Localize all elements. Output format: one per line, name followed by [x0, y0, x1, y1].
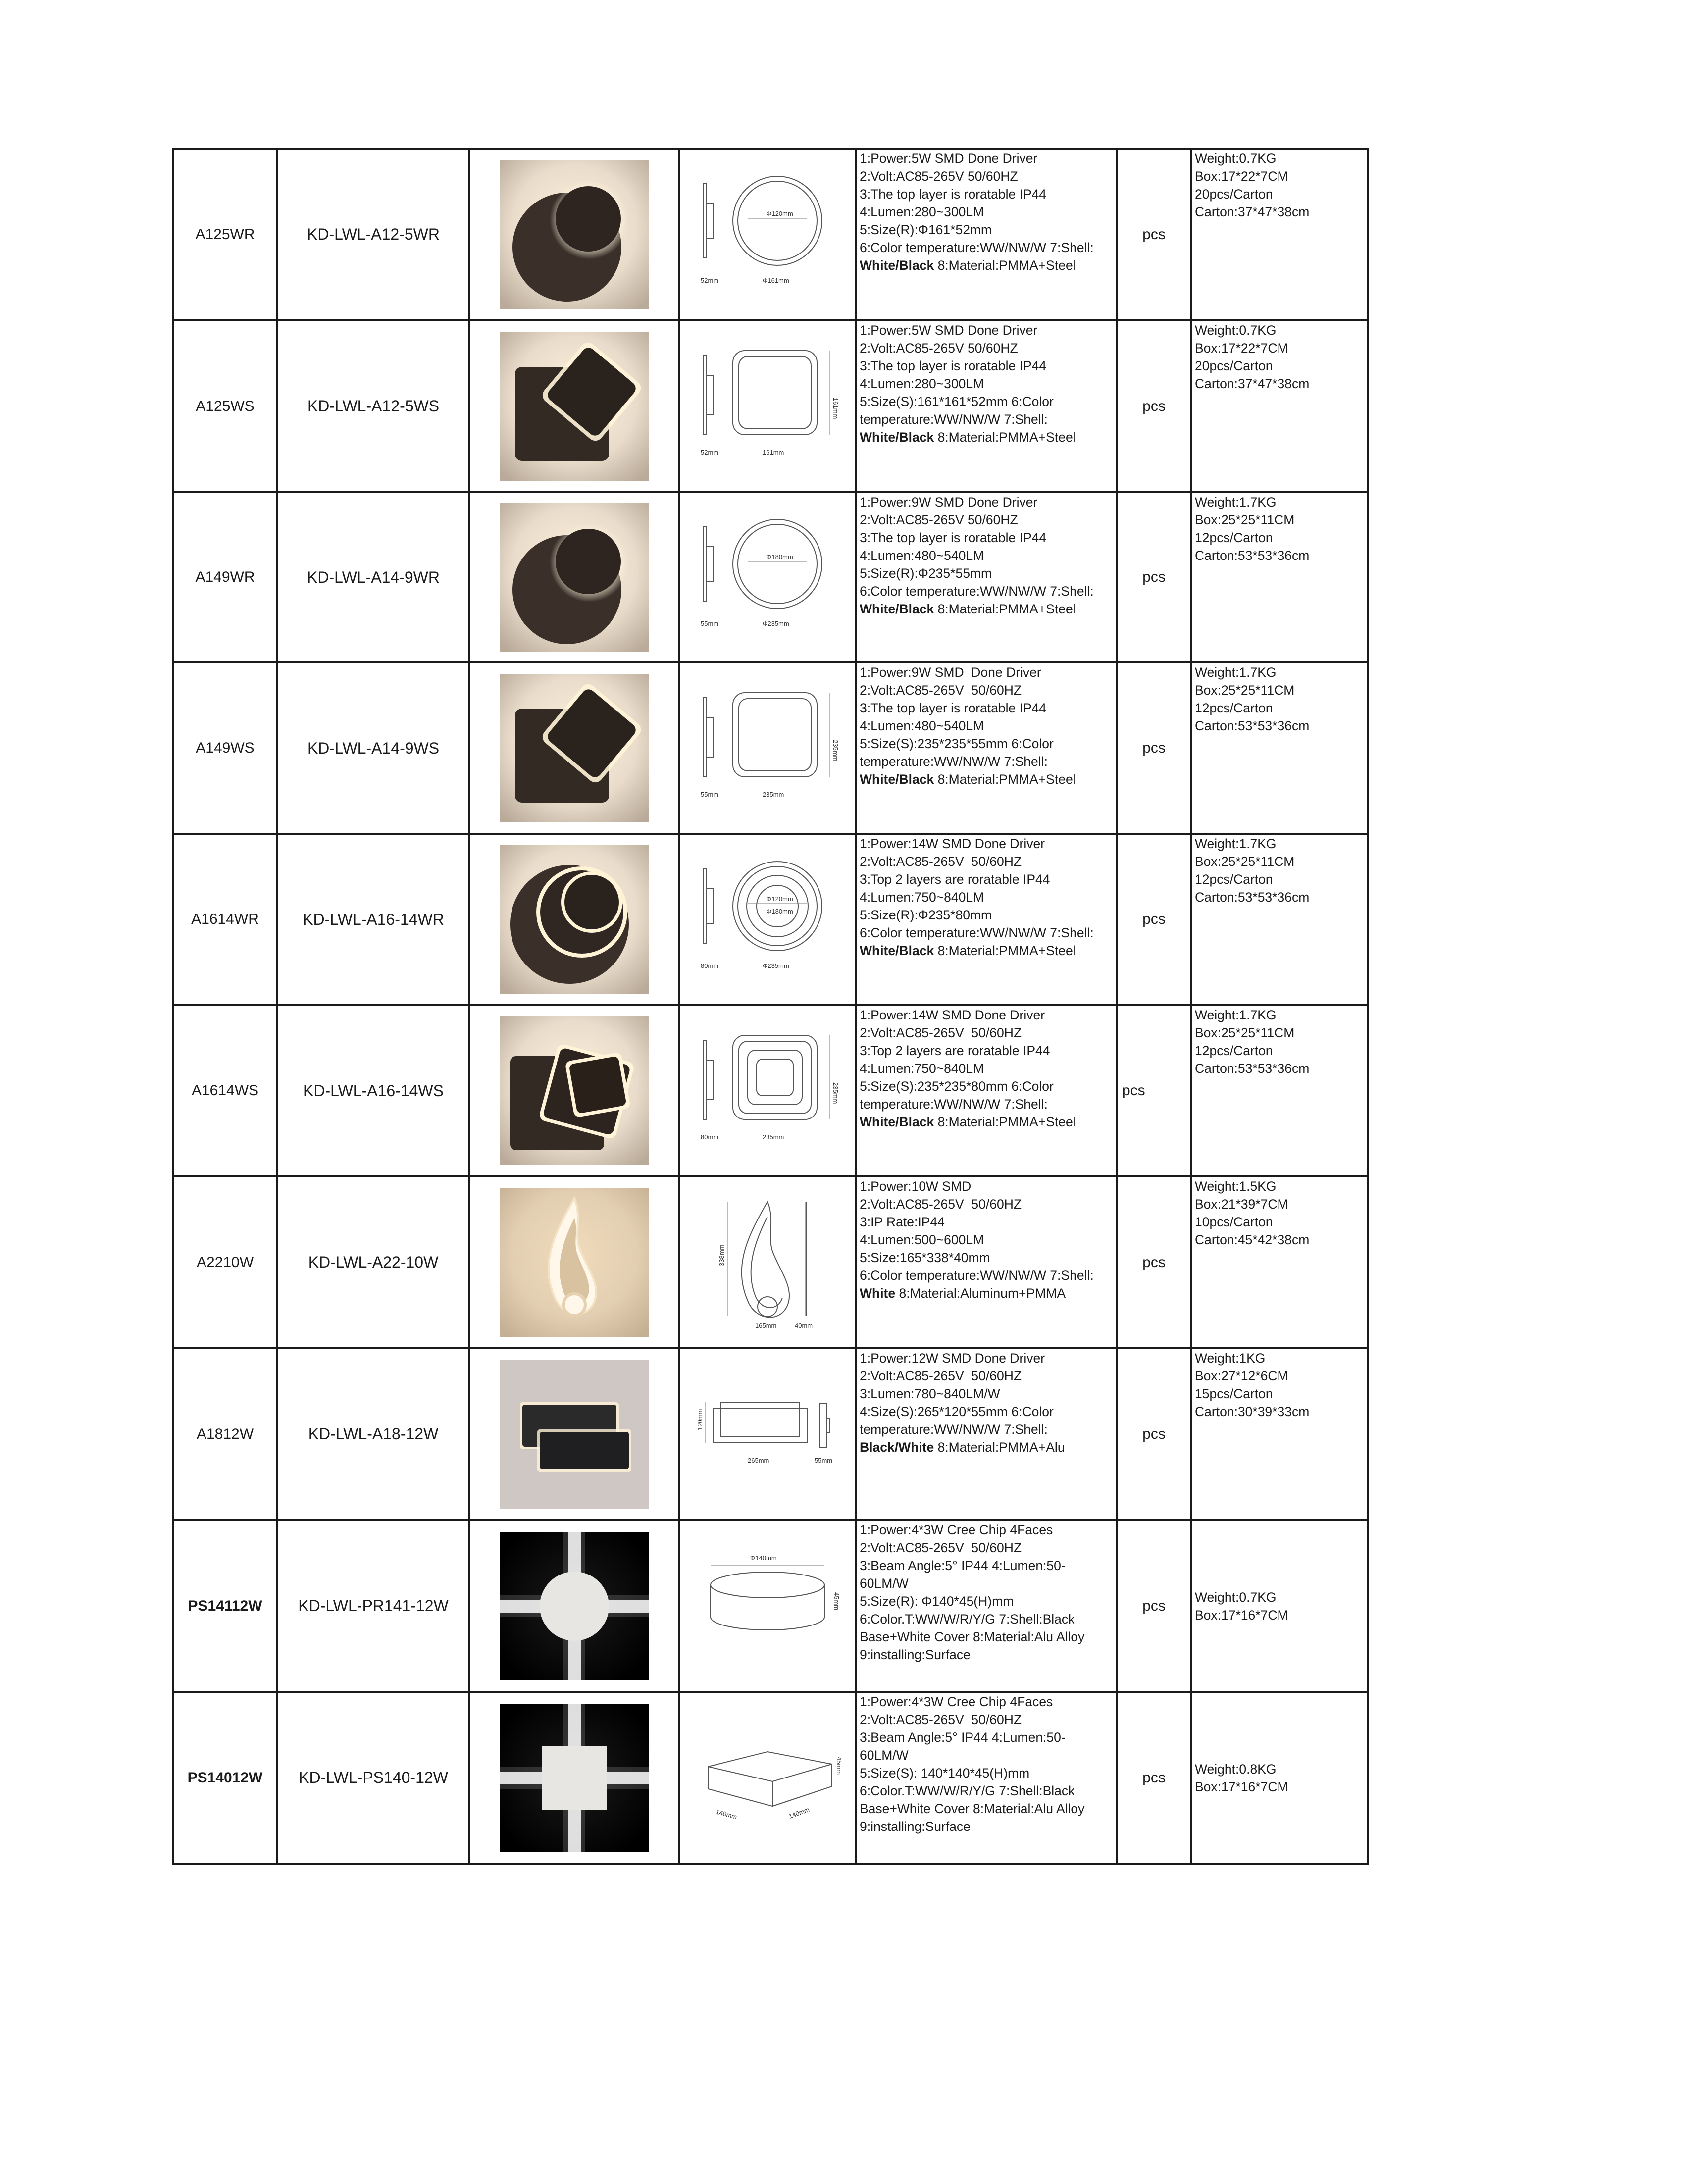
product-code: KD-LWL-A12-5WR — [277, 149, 469, 320]
spec-line: 1:Power:4*3W Cree Chip 4Faces — [860, 1694, 1053, 1709]
shell-color: White/Black — [860, 258, 934, 273]
dimension-drawing — [693, 1020, 842, 1159]
spec-line: 3:Beam Angle:5° IP44 4:Lumen:50- — [860, 1558, 1066, 1573]
packing-line: Box:25*25*11CM — [1195, 1025, 1295, 1040]
spec-line: 60LM/W — [860, 1576, 909, 1591]
spec-line: 1:Power:14W SMD Done Driver — [860, 836, 1045, 851]
table-row — [173, 1176, 1368, 1348]
spec-line: 1:Power:5W SMD Done Driver — [860, 151, 1038, 166]
unit-cell: pcs — [1117, 320, 1191, 492]
shell-color: White — [860, 1286, 896, 1301]
packing-line: Carton:37*47*38cm — [1195, 376, 1310, 391]
product-photo-cell — [469, 1348, 679, 1520]
spec-line: 4:Lumen:480~540LM — [860, 548, 984, 563]
spec-line: 1:Power:14W SMD Done Driver — [860, 1008, 1045, 1022]
packing-line: Carton:30*39*33cm — [1195, 1404, 1310, 1419]
specification-cell — [856, 320, 1117, 492]
unit-cell: pcs — [1117, 1005, 1191, 1176]
dimension-drawing-cell — [679, 149, 856, 320]
packing-line: 12pcs/Carton — [1195, 872, 1273, 887]
packing-line: Weight:0.7KG — [1195, 1589, 1277, 1605]
spec-line: temperature:WW/NW/W 7:Shell: — [860, 754, 1048, 769]
dimension-drawing-cell — [679, 1005, 856, 1176]
spec-line: 3:Lumen:780~840LM/W — [860, 1386, 1000, 1401]
dimension-label: 45mm — [833, 1592, 840, 1611]
spec-line: 4:Lumen:500~600LM — [860, 1232, 984, 1247]
dimension-label: 55mm — [815, 1457, 833, 1464]
packing-cell — [1191, 320, 1368, 492]
model-number: A1614WR — [173, 834, 277, 1005]
packing-line: Weight:1.5KG — [1195, 1179, 1277, 1194]
spec-line: 2:Volt:AC85-265V 50/60HZ — [860, 1369, 1022, 1383]
specification-cell — [856, 1348, 1117, 1520]
dimension-label: 40mm — [795, 1322, 813, 1329]
spec-line: 2:Volt:AC85-265V 50/60HZ — [860, 1540, 1022, 1555]
dimension-label: 80mm — [701, 1133, 719, 1141]
dimension-label: 165mm — [755, 1322, 777, 1329]
product-photo — [500, 332, 649, 481]
table-row — [173, 1520, 1368, 1692]
spec-line: 6:Color.T:WW/W/R/Y/G 7:Shell:Black — [860, 1612, 1075, 1626]
packing-cell — [1191, 149, 1368, 320]
unit-cell: pcs — [1117, 1692, 1191, 1864]
dimension-label: 55mm — [701, 790, 719, 798]
table-row — [173, 1005, 1368, 1176]
packing-line: 12pcs/Carton — [1195, 1043, 1273, 1058]
product-photo — [500, 674, 649, 822]
packing-line: Box:17*16*7CM — [1195, 1607, 1288, 1623]
shell-color: White/Black — [860, 772, 934, 787]
dimension-label: Φ235mm — [763, 962, 789, 969]
product-photo — [500, 1704, 649, 1852]
table-row — [173, 834, 1368, 1005]
spec-line: 5:Size(R):Φ235*55mm — [860, 566, 992, 581]
packing-cell — [1191, 662, 1368, 834]
material-text: 8:Material:PMMA+Alu — [934, 1440, 1065, 1455]
dimension-label: 161mm — [763, 449, 784, 456]
packing-line: Carton:53*53*36cm — [1195, 890, 1310, 905]
packing-line: Carton:53*53*36cm — [1195, 718, 1310, 733]
packing-line: 20pcs/Carton — [1195, 187, 1273, 202]
spec-line: 5:Size(R):Φ161*52mm — [860, 222, 992, 237]
dimension-drawing — [693, 336, 842, 474]
unit-cell: pcs — [1117, 492, 1191, 662]
dimension-label: 161mm — [832, 398, 839, 419]
product-code: KD-LWL-PR141-12W — [277, 1520, 469, 1692]
packing-line: Weight:1.7KG — [1195, 1008, 1277, 1022]
packing-line: Box:17*22*7CM — [1195, 169, 1288, 184]
table-row — [173, 320, 1368, 492]
dimension-label: Φ120mm — [767, 895, 793, 903]
table-row — [173, 1348, 1368, 1520]
material-text: 8:Material:PMMA+Steel — [934, 772, 1076, 787]
spec-line: 3:Top 2 layers are roratable IP44 — [860, 872, 1050, 887]
spec-line — [857, 770, 1116, 788]
packing-line: Box:25*25*11CM — [1195, 512, 1295, 527]
model-number: A125WS — [173, 320, 277, 492]
spec-line: 3:The top layer is roratable IP44 — [860, 358, 1047, 373]
dimension-label: 52mm — [701, 449, 719, 456]
dimension-drawing — [693, 507, 842, 646]
spec-line: 2:Volt:AC85-265V 50/60HZ — [860, 1025, 1022, 1040]
spec-line: 60LM/W — [860, 1748, 909, 1763]
specification-cell — [856, 1176, 1117, 1348]
dimension-drawing — [693, 1192, 842, 1330]
table-row — [173, 662, 1368, 834]
dimension-label: 265mm — [748, 1457, 769, 1464]
spec-line — [857, 942, 1116, 960]
packing-line: Carton:37*47*38cm — [1195, 204, 1310, 219]
spec-line: 6:Color temperature:WW/NW/W 7:Shell: — [860, 925, 1094, 940]
spec-line — [857, 1438, 1116, 1456]
shell-color: White/Black — [860, 602, 934, 616]
specification-cell — [856, 492, 1117, 662]
packing-line: Box:25*25*11CM — [1195, 854, 1295, 869]
dimension-label: 235mm — [763, 790, 784, 798]
packing-line: 20pcs/Carton — [1195, 358, 1273, 373]
dimension-label: 140mm — [715, 1808, 738, 1821]
spec-line: 4:Lumen:480~540LM — [860, 718, 984, 733]
packing-line: Weight:0.8KG — [1195, 1761, 1277, 1777]
specification-cell — [856, 149, 1117, 320]
spec-line: 2:Volt:AC85-265V 50/60HZ — [860, 341, 1018, 356]
spec-line: 1:Power:9W SMD Done Driver — [860, 495, 1038, 509]
spec-line: 2:Volt:AC85-265V 50/60HZ — [860, 169, 1018, 184]
material-text: 8:Material:PMMA+Steel — [934, 943, 1076, 958]
dimension-drawing — [693, 164, 842, 303]
specification-cell — [856, 1520, 1117, 1692]
unit-cell: pcs — [1117, 149, 1191, 320]
packing-cell — [1191, 492, 1368, 662]
packing-line: Weight:1.7KG — [1195, 665, 1277, 680]
dimension-label: 235mm — [763, 1133, 784, 1141]
product-photo — [500, 1532, 649, 1680]
spec-line: 3:Top 2 layers are roratable IP44 — [860, 1043, 1050, 1058]
material-text: 8:Material:PMMA+Steel — [934, 430, 1076, 445]
spec-line: 6:Color.T:WW/W/R/Y/G 7:Shell:Black — [860, 1783, 1075, 1798]
material-text: 8:Material:PMMA+Steel — [934, 602, 1076, 616]
spec-line — [857, 428, 1116, 446]
product-code: KD-LWL-A16-14WR — [277, 834, 469, 1005]
dimension-label: 140mm — [787, 1805, 811, 1820]
spec-line: temperature:WW/NW/W 7:Shell: — [860, 1422, 1048, 1437]
spec-line: 4:Lumen:280~300LM — [860, 204, 984, 219]
spec-line: 1:Power:4*3W Cree Chip 4Faces — [860, 1523, 1053, 1537]
spec-line: 1:Power:5W SMD Done Driver — [860, 323, 1038, 338]
packing-line: 10pcs/Carton — [1195, 1215, 1273, 1229]
dimension-drawing-cell — [679, 834, 856, 1005]
spec-line: 1:Power:9W SMD Done Driver — [860, 665, 1041, 680]
shell-color: Black/White — [860, 1440, 934, 1455]
table-row — [173, 149, 1368, 320]
product-code: KD-LWL-A14-9WS — [277, 662, 469, 834]
unit-cell: pcs — [1117, 662, 1191, 834]
dimension-drawing — [693, 1535, 842, 1674]
packing-line: Box:25*25*11CM — [1195, 683, 1295, 698]
spec-line — [857, 1113, 1116, 1131]
spec-line: Base+White Cover 8:Material:Alu Alloy — [860, 1629, 1085, 1644]
product-spec-table — [172, 148, 1369, 1865]
spec-line: 2:Volt:AC85-265V 50/60HZ — [860, 1197, 1022, 1212]
product-photo — [500, 160, 649, 309]
spec-line: temperature:WW/NW/W 7:Shell: — [860, 412, 1048, 427]
packing-cell — [1191, 1520, 1368, 1692]
product-photo — [500, 1016, 649, 1165]
dimension-drawing-cell — [679, 1692, 856, 1864]
dimension-label: Φ120mm — [767, 210, 793, 217]
dimension-drawing-cell — [679, 320, 856, 492]
dimension-label: Φ140mm — [750, 1554, 777, 1562]
spec-line: 5:Size(R): Φ140*45(H)mm — [860, 1594, 1014, 1609]
material-text: 8:Material:PMMA+Steel — [934, 258, 1076, 273]
product-code: KD-LWL-A14-9WR — [277, 492, 469, 662]
spec-line: 3:Beam Angle:5° IP44 4:Lumen:50- — [860, 1730, 1066, 1745]
spec-line: 2:Volt:AC85-265V 50/60HZ — [860, 854, 1022, 869]
dimension-label: 45mm — [835, 1757, 843, 1775]
dimension-label: 120mm — [696, 1409, 704, 1430]
shell-color: White/Black — [860, 943, 934, 958]
product-code: KD-LWL-A22-10W — [277, 1176, 469, 1348]
spec-line: 1:Power:12W SMD Done Driver — [860, 1351, 1045, 1366]
dimension-label: 235mm — [832, 739, 839, 761]
material-text: 8:Material:Aluminum+PMMA — [895, 1286, 1066, 1301]
dimension-drawing-cell — [679, 1348, 856, 1520]
spec-line: 3:The top layer is roratable IP44 — [860, 187, 1047, 202]
dimension-label: 55mm — [701, 619, 719, 627]
spec-line: 1:Power:10W SMD — [860, 1179, 972, 1194]
packing-cell — [1191, 1692, 1368, 1864]
packing-line: Weight:0.7KG — [1195, 151, 1277, 166]
dimension-label: 52mm — [701, 277, 719, 284]
packing-line: 12pcs/Carton — [1195, 701, 1273, 715]
spec-line: 2:Volt:AC85-265V 50/60HZ — [860, 1712, 1022, 1727]
model-number: A149WR — [173, 492, 277, 662]
packing-line: Box:17*22*7CM — [1195, 341, 1288, 356]
product-photo-cell — [469, 149, 679, 320]
product-photo-cell — [469, 1692, 679, 1864]
model-number: A2210W — [173, 1176, 277, 1348]
spec-line: 6:Color temperature:WW/NW/W 7:Shell: — [860, 1268, 1094, 1283]
product-code: KD-LWL-A12-5WS — [277, 320, 469, 492]
dimension-drawing — [693, 678, 842, 816]
dimension-drawing-cell — [679, 1176, 856, 1348]
model-number: PS14112W — [173, 1520, 277, 1692]
product-code: KD-LWL-A18-12W — [277, 1348, 469, 1520]
product-photo-cell — [469, 320, 679, 492]
product-photo — [500, 845, 649, 994]
packing-line: Carton:45*42*38cm — [1195, 1232, 1310, 1247]
spec-line: 4:Lumen:750~840LM — [860, 890, 984, 905]
shell-color: White/Black — [860, 1115, 934, 1129]
packing-line: Weight:1KG — [1195, 1351, 1266, 1366]
product-photo-cell — [469, 492, 679, 662]
spec-line: temperature:WW/NW/W 7:Shell: — [860, 1097, 1048, 1112]
packing-cell — [1191, 1348, 1368, 1520]
spec-line: 5:Size(S): 140*140*45(H)mm — [860, 1766, 1030, 1780]
packing-line: Carton:53*53*36cm — [1195, 1061, 1310, 1076]
dimension-label: 80mm — [701, 962, 719, 969]
spec-line — [857, 1284, 1116, 1302]
spec-line: Base+White Cover 8:Material:Alu Alloy — [860, 1801, 1085, 1816]
spec-line: 4:Size(S):265*120*55mm 6:Color — [860, 1404, 1054, 1419]
packing-cell — [1191, 834, 1368, 1005]
model-number: A125WR — [173, 149, 277, 320]
dimension-label: Φ180mm — [767, 907, 793, 915]
specification-cell — [856, 834, 1117, 1005]
spec-line: 3:IP Rate:IP44 — [860, 1215, 945, 1229]
dimension-drawing — [693, 1364, 842, 1502]
unit-cell: pcs — [1117, 834, 1191, 1005]
spec-line: 6:Color temperature:WW/NW/W 7:Shell: — [860, 240, 1094, 255]
product-photo-cell — [469, 1005, 679, 1176]
packing-line: Weight:1.7KG — [1195, 836, 1277, 851]
model-number: A149WS — [173, 662, 277, 834]
dimension-drawing-cell — [679, 662, 856, 834]
packing-cell — [1191, 1176, 1368, 1348]
product-code: KD-LWL-PS140-12W — [277, 1692, 469, 1864]
spec-line: 4:Lumen:280~300LM — [860, 376, 984, 391]
dimension-drawing — [693, 849, 842, 988]
spec-line: 2:Volt:AC85-265V 50/60HZ — [860, 683, 1022, 698]
specification-cell — [856, 1692, 1117, 1864]
product-photo-cell — [469, 1520, 679, 1692]
packing-line: Weight:0.7KG — [1195, 323, 1277, 338]
spec-line: 5:Size(S):235*235*80mm 6:Color — [860, 1079, 1054, 1094]
packing-line: Carton:53*53*36cm — [1195, 548, 1310, 563]
packing-line: Weight:1.7KG — [1195, 495, 1277, 509]
unit-cell: pcs — [1117, 1520, 1191, 1692]
product-code: KD-LWL-A16-14WS — [277, 1005, 469, 1176]
model-number: A1812W — [173, 1348, 277, 1520]
shell-color: White/Black — [860, 430, 934, 445]
spec-line: 5:Size(S):235*235*55mm 6:Color — [860, 736, 1054, 751]
product-photo-cell — [469, 662, 679, 834]
packing-line: Box:21*39*7CM — [1195, 1197, 1288, 1212]
spec-line: 9:installing:Surface — [860, 1647, 971, 1662]
spec-line: 6:Color temperature:WW/NW/W 7:Shell: — [860, 584, 1094, 599]
product-photo-cell — [469, 834, 679, 1005]
product-photo — [500, 1360, 649, 1509]
dimension-label: 338mm — [718, 1244, 725, 1266]
specification-cell — [856, 1005, 1117, 1176]
spec-line: 4:Lumen:750~840LM — [860, 1061, 984, 1076]
table-row — [173, 1692, 1368, 1864]
dimension-label: Φ180mm — [767, 553, 793, 560]
dimension-label: Φ161mm — [763, 277, 789, 284]
unit-cell: pcs — [1117, 1176, 1191, 1348]
product-photo — [500, 1188, 649, 1337]
model-number: A1614WS — [173, 1005, 277, 1176]
spec-line: 5:Size(R):Φ235*80mm — [860, 908, 992, 922]
packing-line: Box:27*12*6CM — [1195, 1369, 1288, 1383]
spec-line: 3:The top layer is roratable IP44 — [860, 530, 1047, 545]
product-photo-cell — [469, 1176, 679, 1348]
specification-cell — [856, 662, 1117, 834]
packing-cell — [1191, 1005, 1368, 1176]
spec-line: 9:installing:Surface — [860, 1819, 971, 1834]
spec-line — [857, 600, 1116, 618]
product-photo — [500, 503, 649, 652]
dimension-label: Φ235mm — [763, 619, 789, 627]
material-text: 8:Material:PMMA+Steel — [934, 1115, 1076, 1129]
model-number: PS14012W — [173, 1692, 277, 1864]
spec-line: 5:Size(S):161*161*52mm 6:Color — [860, 394, 1054, 409]
dimension-drawing-cell — [679, 492, 856, 662]
dimension-drawing — [693, 1707, 842, 1846]
packing-line: 12pcs/Carton — [1195, 530, 1273, 545]
unit-cell: pcs — [1117, 1348, 1191, 1520]
spec-line: 5:Size:165*338*40mm — [860, 1250, 990, 1265]
table-row — [173, 492, 1368, 662]
dimension-drawing-cell — [679, 1520, 856, 1692]
dimension-label: 235mm — [832, 1082, 839, 1104]
packing-line: 15pcs/Carton — [1195, 1386, 1273, 1401]
packing-line: Box:17*16*7CM — [1195, 1779, 1288, 1794]
spec-line: 2:Volt:AC85-265V 50/60HZ — [860, 512, 1018, 527]
spec-line: 3:The top layer is roratable IP44 — [860, 701, 1047, 715]
spec-line — [857, 256, 1116, 274]
